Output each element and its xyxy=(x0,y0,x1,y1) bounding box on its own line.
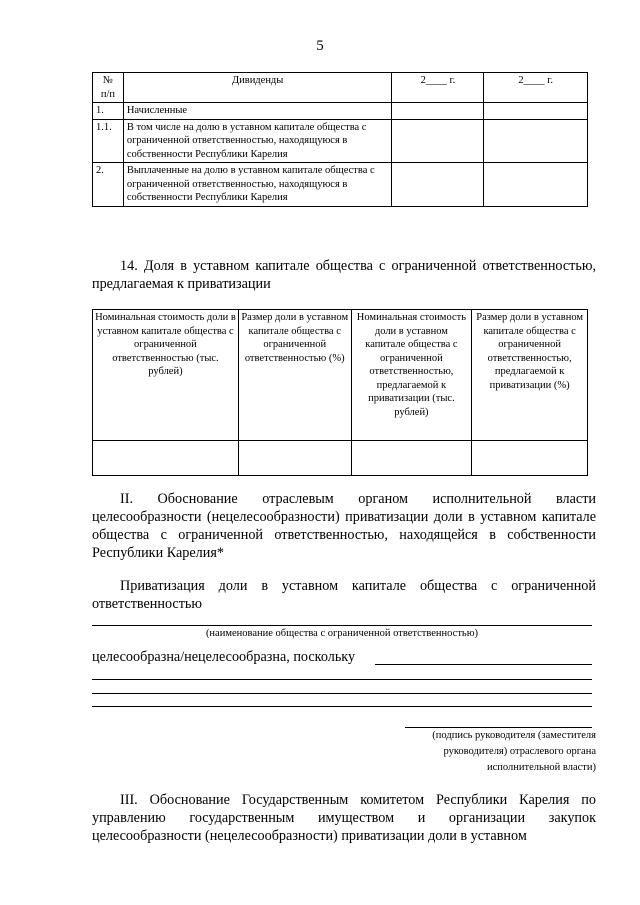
row-value-year1 xyxy=(392,119,484,163)
col-num-header: № п/п xyxy=(93,73,124,103)
row-value-year1 xyxy=(392,163,484,207)
cell-nominal-privatized xyxy=(351,441,472,476)
section-3-text: III. Обоснование Государственным комитетом Республики Карелия по управлению государственным имуществом и организации закупок целесообразности (нецелесообразности) приватизации доли в уставном xyxy=(92,792,596,844)
signature-line xyxy=(405,727,592,728)
row-label: В том числе на долю в уставном капитале общества с ограниченной ответственностью, находящуюся в собственности Республики Карелия xyxy=(123,119,392,163)
col-nominal-privatized-header: Номинальная стоимость доли в уставном капитале общества с ограниченной ответственностью, предлагаемой к приватизации (тыс. рублей) xyxy=(351,310,472,441)
row-num: 1.1. xyxy=(93,119,124,163)
section-2-title: II. Обоснование отраслевым органом исполнительной власти целесообразности (нецелесообразности) приватизации доли в уставном капитале общества с ограниченной ответственностью, находящейся в собственности Республики Карелия* xyxy=(92,491,596,561)
reason-label: целесообразна/нецелесообразна, поскольку xyxy=(92,649,356,665)
table-header-row xyxy=(93,310,588,441)
row-num: 2. xyxy=(93,163,124,207)
signature-caption-1: (подпись руководителя (заместителя xyxy=(432,730,596,741)
table-row xyxy=(93,103,588,120)
privatization-text: Приватизация доли в уставном капитале общества с ограниченной ответственностью xyxy=(92,578,596,612)
dividends-table xyxy=(92,72,588,207)
company-name-caption: (наименование общества с ограниченной ответственностью) xyxy=(205,628,479,639)
row-label: Начисленные xyxy=(123,103,392,120)
share-table xyxy=(92,309,588,476)
col-dividends-header: Дивиденды xyxy=(123,73,392,103)
cell-nominal-value xyxy=(93,441,239,476)
reason-line-1 xyxy=(375,664,592,665)
col-year1-header: 2____ г. xyxy=(392,73,484,103)
row-value-year1 xyxy=(392,103,484,120)
cell-share-privatized xyxy=(472,441,588,476)
table-row xyxy=(93,163,588,207)
row-num: 1. xyxy=(93,103,124,120)
row-value-year2 xyxy=(484,103,588,120)
section-14-text: 14. Доля в уставном капитале общества с ограниченной ответственностью, предлагаемая к приватизации xyxy=(92,258,596,292)
reason-line-3 xyxy=(92,693,592,694)
row-label: Выплаченные на долю в уставном капитале общества с ограниченной ответственностью, находящуюся в собственности Республики Карелия xyxy=(123,163,392,207)
signature-caption-2: руководителя) отраслевого органа xyxy=(443,746,596,757)
table-header-row xyxy=(93,73,588,103)
signature-caption-3: исполнительной власти) xyxy=(487,762,596,773)
table-row xyxy=(93,119,588,163)
company-name-line xyxy=(92,625,592,626)
col-share-privatized-header: Размер доли в уставном капитале общества с ограниченной ответственностью, предлагаемой к приватизации (%) xyxy=(472,310,588,441)
col-year2-header: 2____ г. xyxy=(484,73,588,103)
table-row xyxy=(93,441,588,476)
col-nominal-value-header: Номинальная стоимость доли в уставном капитале общества с ограниченной ответственностью (тыс. рублей) xyxy=(93,310,239,441)
cell-share-size xyxy=(238,441,351,476)
reason-line-2 xyxy=(92,679,592,680)
row-value-year2 xyxy=(484,163,588,207)
col-share-size-header: Размер доли в уставном капитале общества с ограниченной ответственностью (%) xyxy=(238,310,351,441)
reason-line-4 xyxy=(92,706,592,707)
row-value-year2 xyxy=(484,119,588,163)
page-number: 5 xyxy=(316,38,324,54)
